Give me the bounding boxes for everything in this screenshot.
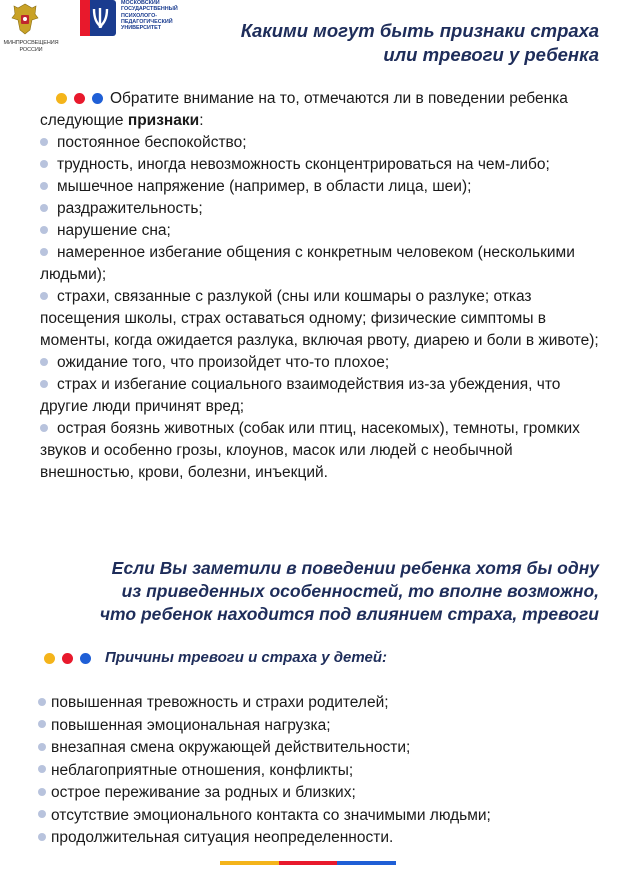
intro-paragraph bbox=[40, 88, 610, 132]
bullet-icon bbox=[40, 138, 48, 146]
bullet-icon bbox=[40, 380, 48, 388]
list-item: страхи, связанные с разлукой (сны или кошмары о разлуке; отказ посещения школы, страх оставаться одному; физические симптомы в моменты, когда ожидается разлука, включая рвоту, диарею и боли в животе); bbox=[40, 288, 599, 350]
blue-dot-icon bbox=[92, 93, 103, 104]
intro-bold-text: признаки bbox=[127, 112, 200, 130]
coat-of-arms-icon bbox=[10, 2, 40, 36]
list-item: неблагоприятные отношения, конфликты; bbox=[38, 760, 608, 783]
accent-dots bbox=[44, 648, 98, 668]
university-logo-icon bbox=[80, 0, 116, 36]
page-title-line-1: Какими могут быть признаки страха bbox=[240, 20, 599, 41]
bullet-icon bbox=[38, 743, 46, 751]
bullet-icon bbox=[38, 765, 46, 773]
intro-text: Обратите внимание на то, отмечаются ли в поведении ребенка следующие bbox=[40, 90, 568, 130]
yellow-dot-icon bbox=[44, 653, 55, 664]
notice-line-1: Если Вы заметили в поведении ребенка хотя бы одну bbox=[111, 558, 599, 578]
bullet-icon bbox=[38, 698, 46, 706]
bullet-icon bbox=[38, 810, 46, 818]
list-item: острая боязнь животных (собак или птиц, насекомых), темноты, громких звуков и особенно грозы, клоунов, масок или людей с необычной внешностью, крови, болезни, инъекций. bbox=[40, 420, 580, 482]
list-item: мышечное напряжение (например, в области лица, шеи); bbox=[40, 176, 610, 198]
bullet-icon bbox=[38, 788, 46, 796]
causes-heading bbox=[44, 648, 544, 668]
bullet-icon bbox=[38, 833, 46, 841]
notice-line-2: из приведенных особенностей, то вполне возможно, bbox=[121, 581, 599, 601]
notice-line-3: что ребенок находится под влиянием страха, тревоги bbox=[99, 604, 599, 624]
notice-callout bbox=[59, 557, 599, 626]
ministry-label: МИНПРОСВЕЩЕНИЯ РОССИИ bbox=[3, 40, 59, 53]
blue-dot-icon bbox=[80, 653, 91, 664]
bullet-icon bbox=[40, 358, 48, 366]
list-item: продолжительная ситуация неопределенности. bbox=[38, 827, 608, 850]
list-item: ожидание того, что произойдет что-то плохое; bbox=[40, 352, 610, 374]
header bbox=[0, 0, 627, 65]
page-title bbox=[199, 19, 599, 67]
list-item: отсутствие эмоционального контакта со значимыми людьми; bbox=[38, 805, 608, 828]
list-item: повышенная тревожность и страхи родителей; bbox=[38, 692, 608, 715]
causes-heading-text: Причины тревоги и страха у детей: bbox=[105, 649, 388, 666]
university-name: МОСКОВСКИЙ ГОСУДАРСТВЕННЫЙ ПСИХОЛОГО-ПЕДАГОГИЧЕСКИЙ УНИВЕРСИТЕТ bbox=[121, 0, 178, 32]
list-item: намеренное избегание общения с конкретным человеком (несколькими людьми); bbox=[40, 244, 575, 284]
page-title-line-2: или тревоги у ребенка bbox=[383, 44, 599, 65]
list-item: страх и избегание социального взаимодействия из-за убеждения, что другие люди причинят вред; bbox=[40, 376, 561, 416]
list-item: нарушение сна; bbox=[40, 220, 610, 242]
bullet-icon bbox=[40, 204, 48, 212]
accent-dots bbox=[56, 88, 110, 110]
bullet-icon bbox=[40, 424, 48, 432]
bullet-icon bbox=[40, 292, 48, 300]
footer-color-bar bbox=[220, 861, 396, 865]
bullet-icon bbox=[40, 182, 48, 190]
signs-list bbox=[40, 132, 610, 484]
list-item: повышенная эмоциональная нагрузка; bbox=[38, 715, 608, 738]
list-item: острое переживание за родных и близких; bbox=[38, 782, 608, 805]
list-item: трудность, иногда невозможность сконцентрироваться на чем-либо; bbox=[40, 154, 610, 176]
bullet-icon bbox=[38, 720, 46, 728]
bullet-icon bbox=[40, 160, 48, 168]
list-item: раздражительность; bbox=[40, 198, 610, 220]
bullet-icon bbox=[40, 226, 48, 234]
list-item: внезапная смена окружающей действительности; bbox=[38, 737, 608, 760]
list-item: постоянное беспокойство; bbox=[40, 132, 610, 154]
red-dot-icon bbox=[62, 653, 73, 664]
yellow-dot-icon bbox=[56, 93, 67, 104]
intro-colon: : bbox=[199, 112, 204, 130]
bullet-icon bbox=[40, 248, 48, 256]
signs-section bbox=[40, 88, 610, 484]
causes-list bbox=[38, 692, 608, 850]
red-dot-icon bbox=[74, 93, 85, 104]
